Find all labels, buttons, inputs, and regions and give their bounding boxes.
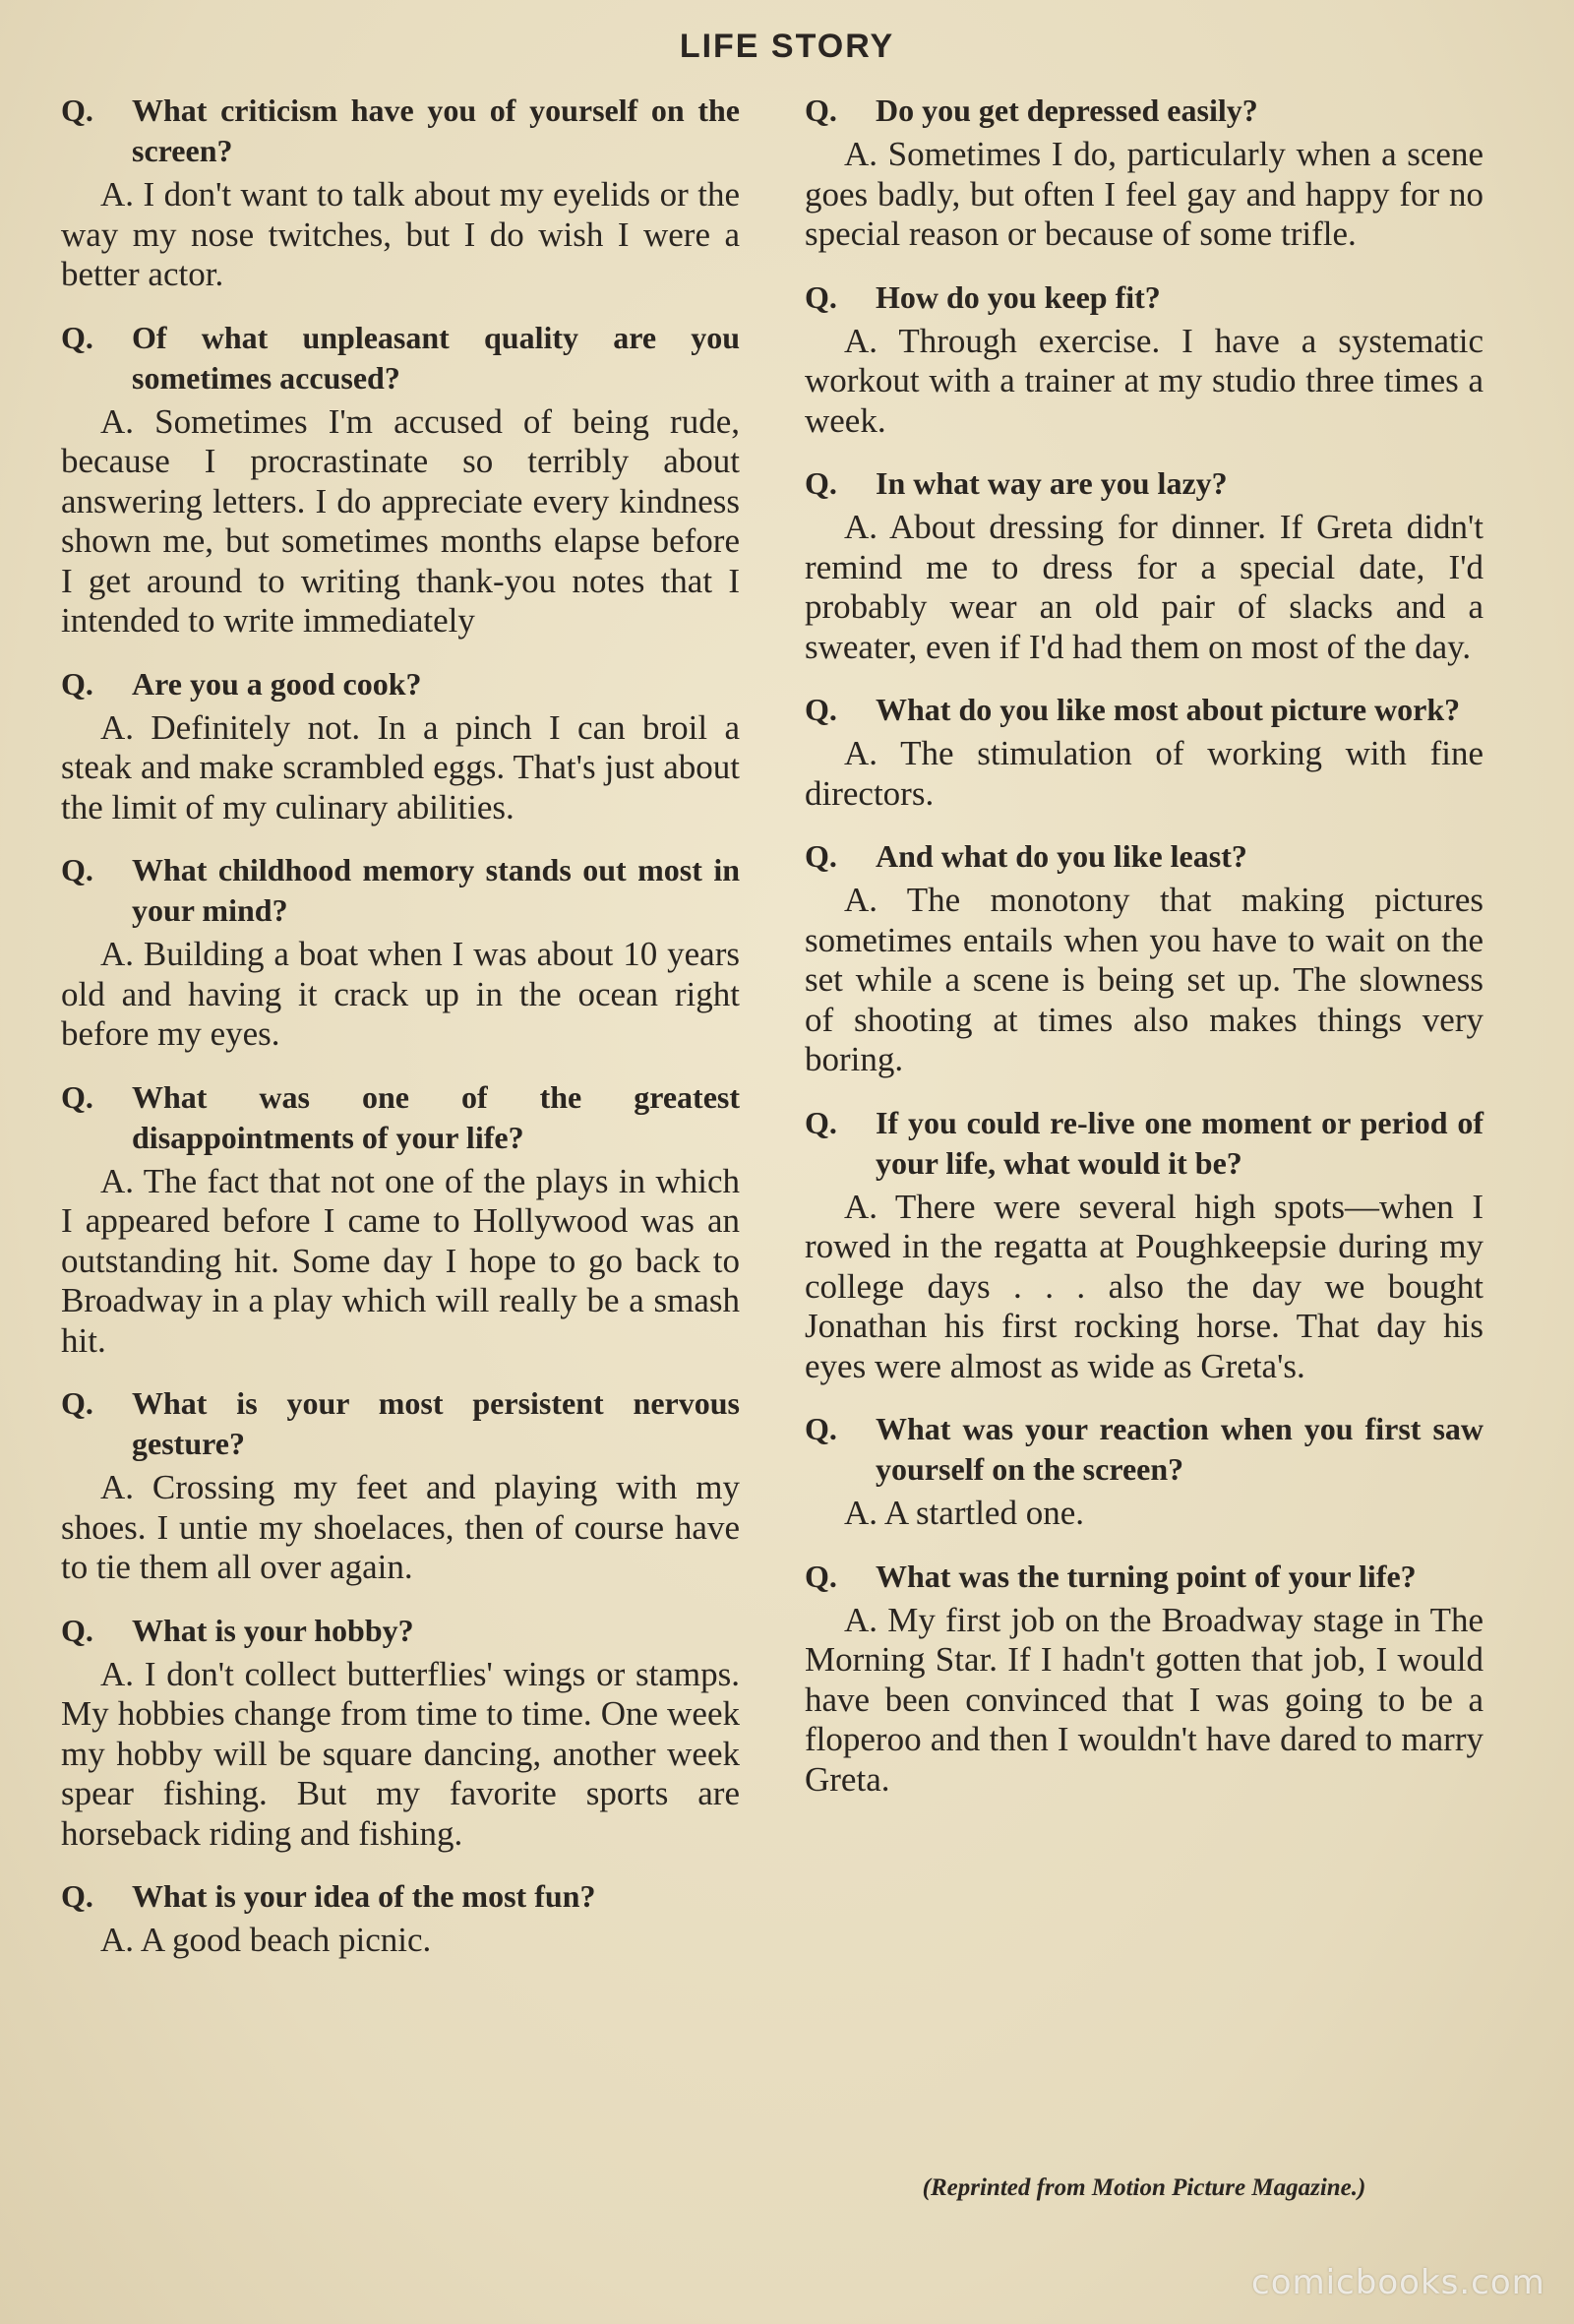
- question-text: Do you get depressed easily?: [876, 92, 1258, 128]
- question-text: What do you like most about picture work?: [876, 692, 1461, 727]
- qa-item: [61, 1383, 740, 1588]
- question: [805, 1557, 1483, 1597]
- question-text: What criticism have you of yourself on the screen?: [132, 92, 740, 168]
- question-text: If you could re-live one moment or period of your life, what would it be?: [876, 1104, 1483, 1181]
- question-text: What was your reaction when you first saw yourself on the screen?: [876, 1411, 1483, 1487]
- question: [805, 836, 1483, 877]
- qa-item: [805, 1409, 1483, 1534]
- qa-item: [805, 463, 1483, 667]
- q-prefix: Q.: [61, 92, 93, 128]
- q-prefix: Q.: [805, 1558, 837, 1594]
- reprint-credit: (Reprinted from Motion Picture Magazine.): [922, 2174, 1366, 2201]
- answer: A. About dressing for dinner. If Greta didn't remind me to dress for a special date, I'd probably wear an old pair of slacks and a sweater, even if I'd had them on most of the day.: [805, 508, 1483, 666]
- question: [61, 318, 740, 398]
- question: [61, 850, 740, 931]
- answer: A. I don't want to talk about my eyelids or the way my nose twitches, but I do wish I were a better actor.: [61, 175, 740, 293]
- answer: A. The fact that not one of the plays in which I appeared before I came to Hollywood was an outstanding hit. Some day I hope to go back to Broadway in a play which will really be a smash hit.: [61, 1161, 740, 1360]
- q-prefix: Q.: [61, 1878, 93, 1914]
- q-prefix: Q.: [805, 1104, 837, 1140]
- q-prefix: Q.: [61, 1385, 93, 1421]
- watermark: comicbooks.com: [1251, 2263, 1545, 2302]
- q-prefix: Q.: [61, 665, 93, 702]
- q-prefix: Q.: [805, 838, 837, 874]
- question-text: How do you keep fit?: [876, 278, 1161, 315]
- question: [805, 1409, 1483, 1490]
- question: [805, 1103, 1483, 1184]
- answer: A. Building a boat when I was about 10 years old and having it crack up in the ocean right before my eyes.: [61, 935, 740, 1053]
- q-prefix: Q.: [805, 92, 837, 128]
- qa-item: [61, 318, 740, 642]
- left-column: [61, 91, 740, 1984]
- question: [805, 463, 1483, 504]
- qa-item: [805, 91, 1483, 255]
- question-text: Are you a good cook?: [132, 665, 422, 702]
- answer: A. The stimulation of working with fine directors.: [805, 734, 1483, 813]
- q-prefix: Q.: [805, 692, 837, 727]
- qa-item: [805, 1103, 1483, 1387]
- question-text: What is your most persistent nervous gesture?: [132, 1385, 740, 1461]
- question-text: Of what unpleasant quality are you sometimes accused?: [132, 319, 740, 396]
- q-prefix: Q.: [61, 852, 93, 887]
- question-text: What was the turning point of your life?: [876, 1558, 1417, 1594]
- question-text: In what way are you lazy?: [876, 465, 1228, 501]
- qa-item: [805, 277, 1483, 442]
- answer: A. Definitely not. In a pinch I can broil a steak and make scrambled eggs. That's just about the limit of my culinary abilities.: [61, 707, 740, 826]
- question: [61, 1611, 740, 1651]
- answer: A. A good beach picnic.: [100, 1921, 432, 1959]
- question-text: What is your idea of the most fun?: [132, 1878, 596, 1914]
- question: [805, 277, 1483, 318]
- q-prefix: Q.: [805, 465, 837, 501]
- qa-item: [805, 836, 1483, 1080]
- question: [61, 1077, 740, 1158]
- q-prefix: Q.: [61, 1078, 93, 1115]
- qa-item: [61, 1077, 740, 1362]
- qa-item: [61, 850, 740, 1055]
- right-column: [805, 91, 1483, 1822]
- qa-item: [61, 1611, 740, 1855]
- answer: A. I don't collect butterflies' wings or stamps. My hobbies change from time to time. One week my hobby will be square dancing, another week spear fishing. But my favorite sports are horseback riding and fishing.: [61, 1654, 740, 1853]
- question-text: And what do you like least?: [876, 838, 1247, 874]
- answer: A. Sometimes I do, particularly when a scene goes badly, but often I feel gay and happy for no special reason or because of some trifle.: [805, 135, 1483, 253]
- question: [61, 664, 740, 704]
- question-text: What is your hobby?: [132, 1612, 414, 1648]
- question: [61, 1383, 740, 1464]
- page-header: LIFE STORY: [679, 28, 895, 65]
- qa-item: [61, 664, 740, 828]
- answer: A. A startled one.: [844, 1494, 1084, 1532]
- answer: A. Through exercise. I have a systematic workout with a trainer at my studio three times a week.: [805, 321, 1483, 440]
- question: [61, 1876, 740, 1917]
- qa-item: [805, 690, 1483, 814]
- q-prefix: Q.: [805, 278, 837, 315]
- question-text: What was one of the greatest disappointments of your life?: [132, 1078, 740, 1155]
- qa-item: [61, 1876, 740, 1961]
- q-prefix: Q.: [61, 1612, 93, 1648]
- answer: A. My first job on the Broadway stage in The Morning Star. If I hadn't gotten that job, I would have been convinced that I was going to be a floperoo and then I wouldn't have dared to marry Greta.: [805, 1600, 1483, 1799]
- qa-item: [61, 91, 740, 295]
- answer: A. Sometimes I'm accused of being rude, because I procrastinate so terribly about answering letters. I do appreciate every kindness shown me, but sometimes months elapse before I get around to writing thank-you notes that I intended to write immediately: [61, 401, 740, 640]
- question: [805, 91, 1483, 131]
- answer: A. The monotony that making pictures sometimes entails when you have to wait on the set while a scene is being set up. The slowness of shooting at times also makes things very boring.: [805, 881, 1483, 1078]
- q-prefix: Q.: [805, 1411, 837, 1446]
- qa-item: [805, 1557, 1483, 1801]
- question: [805, 690, 1483, 730]
- question-text: What childhood memory stands out most in your mind?: [132, 852, 740, 928]
- q-prefix: Q.: [61, 319, 93, 355]
- answer: A. There were several high spots—when I rowed in the regatta at Poughkeepsie during my college days . . . also the day we bought Jonathan his first rocking horse. That day his eyes were almost as wide as Greta's.: [805, 1187, 1483, 1385]
- answer: A. Crossing my feet and playing with my shoes. I untie my shoelaces, then of course have to tie them all over again.: [61, 1468, 740, 1586]
- question: [61, 91, 740, 171]
